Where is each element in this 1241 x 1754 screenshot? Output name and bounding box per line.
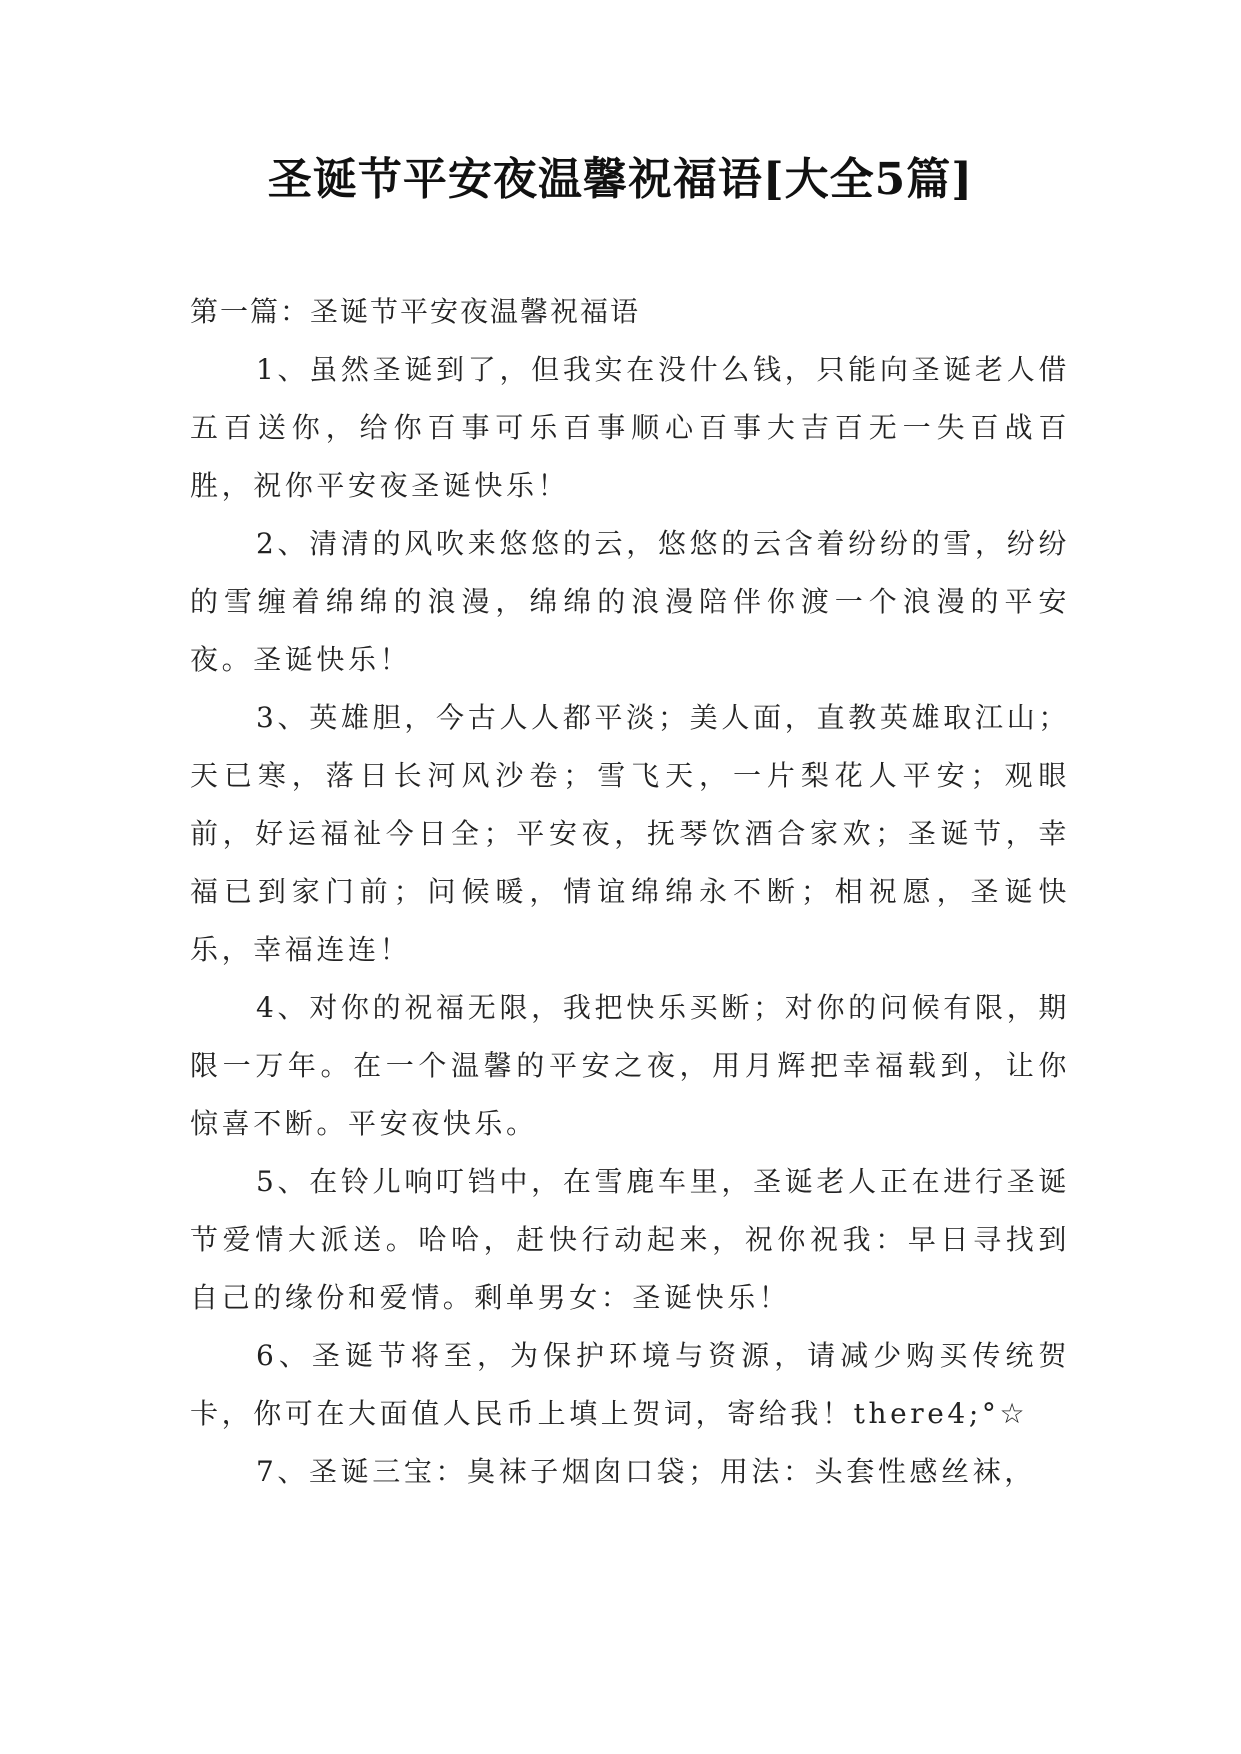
document-body: [190, 283, 1070, 1501]
section-heading: 第一篇：圣诞节平安夜温馨祝福语: [190, 295, 641, 328]
paragraph-3: 3、英雄胆，今古人人都平淡；美人面，直教英雄取江山；天已寒，落日长河风沙卷；雪飞天，一片梨花人平安；观眼前，好运福祉今日全；平安夜，抚琴饮酒合家欢；圣诞节，幸福已到家门前；问候暖，情谊绵绵永不断；相祝愿，圣诞快乐，幸福连连！: [190, 701, 1070, 966]
paragraph-2: 2、清清的风吹来悠悠的云，悠悠的云含着纷纷的雪，纷纷的雪缠着绵绵的浪漫，绵绵的浪漫陪伴你渡一个浪漫的平安夜。圣诞快乐！: [190, 527, 1070, 676]
document-title: 圣诞节平安夜温馨祝福语[大全5篇]: [267, 154, 974, 205]
paragraph-5: 5、在铃儿响叮铛中，在雪鹿车里，圣诞老人正在进行圣诞节爱情大派送。哈哈，赶快行动起来，祝你祝我：早日寻找到自己的缘份和爱情。剩单男女：圣诞快乐！: [190, 1165, 1070, 1314]
paragraph-4: 4、对你的祝福无限，我把快乐买断；对你的问候有限，期限一万年。在一个温馨的平安之夜，用月辉把幸福载到，让你惊喜不断。平安夜快乐。: [190, 991, 1070, 1140]
paragraph-6: 6、圣诞节将至，为保护环境与资源，请减少购买传统贺卡，你可在大面值人民币上填上贺词，寄给我！there4;°☆: [190, 1339, 1070, 1430]
paragraph-7: 7、圣诞三宝：臭袜子烟囱口袋；用法：头套性感丝袜，: [256, 1455, 1036, 1488]
paragraph-1: 1、虽然圣诞到了，但我实在没什么钱，只能向圣诞老人借五百送你，给你百事可乐百事顺心百事大吉百无一失百战百胜，祝你平安夜圣诞快乐！: [190, 353, 1070, 502]
